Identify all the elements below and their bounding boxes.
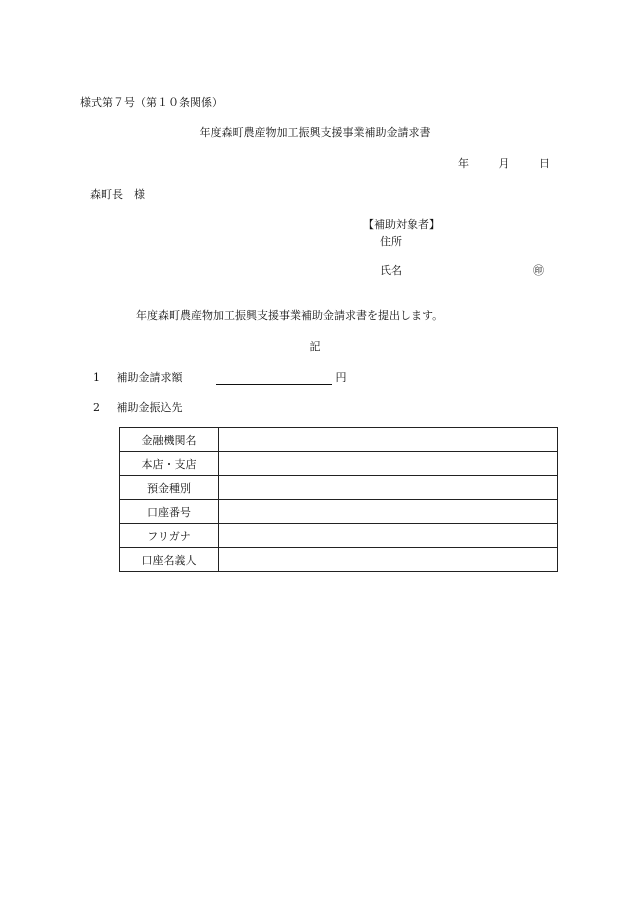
- date-day: 日: [539, 157, 550, 170]
- table-row: [120, 500, 558, 524]
- bank-name-field[interactable]: [219, 428, 558, 452]
- applicant-heading: 【補助対象者】: [363, 218, 440, 231]
- row-label: 預金種別: [120, 476, 219, 500]
- row-label: 口座番号: [120, 500, 219, 524]
- branch-field[interactable]: [219, 452, 558, 476]
- amount-field[interactable]: [216, 372, 332, 385]
- account-holder-field[interactable]: [219, 548, 558, 572]
- table-row: [120, 452, 558, 476]
- account-number-field[interactable]: [219, 500, 558, 524]
- form-number: 様式第７号（第１０条関係）: [80, 96, 223, 109]
- date-line: [432, 155, 550, 171]
- item-transfer-destination: [93, 399, 183, 415]
- amount-unit: 円: [335, 371, 347, 384]
- seal-mark: ㊞: [533, 264, 544, 277]
- recipient: 森町長 様: [90, 188, 145, 201]
- bank-account-table: [119, 427, 558, 572]
- deposit-type-field[interactable]: [219, 476, 558, 500]
- row-label: 金融機関名: [120, 428, 219, 452]
- item-label: 補助金請求額: [116, 371, 183, 384]
- row-label: 本店・支店: [120, 452, 219, 476]
- row-label: フリガナ: [120, 524, 219, 548]
- row-label: 口座名義人: [120, 548, 219, 572]
- date-month: 月: [498, 157, 510, 170]
- table-row: [120, 428, 558, 452]
- ki-heading: 記: [309, 340, 321, 353]
- address-label: 住所: [380, 235, 402, 248]
- name-label: 氏名: [380, 264, 402, 277]
- document-title: 年度森町農産物加工振興支援事業補助金請求書: [199, 126, 431, 139]
- table-row: [120, 548, 558, 572]
- item-number: 1: [93, 371, 100, 384]
- date-year: 年: [458, 157, 469, 170]
- table-row: [120, 476, 558, 500]
- item-number: 2: [93, 401, 100, 414]
- table-row: [120, 524, 558, 548]
- item-request-amount: [93, 369, 347, 385]
- item-label: 補助金振込先: [116, 401, 183, 414]
- furigana-field[interactable]: [219, 524, 558, 548]
- body-text: 年度森町農産物加工振興支援事業補助金請求書を提出します。: [136, 309, 444, 322]
